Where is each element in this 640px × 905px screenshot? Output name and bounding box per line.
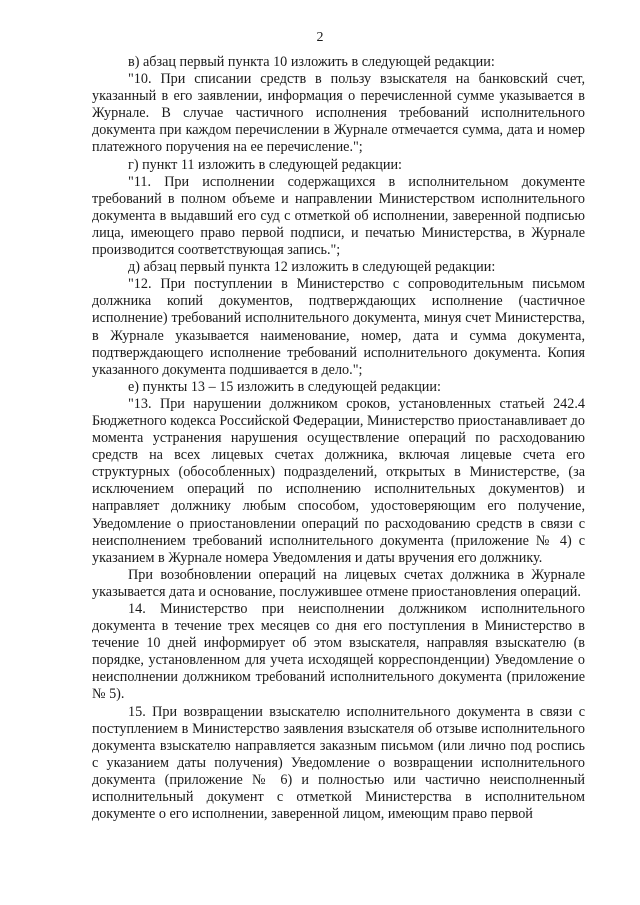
document-body: [92, 54, 585, 823]
paragraph-amend-item-10: в) абзац первый пункта 10 изложить в следующей редакции:: [128, 54, 495, 70]
paragraph-amend-item-11: г) пункт 11 изложить в следующей редакции:: [128, 156, 402, 173]
paragraph-item-11-text: "11. При исполнении содержащихся в исполнительном документе требований в полном объеме и направлении Министерством исполнительного документа в выдавший его суд с отметкой об исполнении, заверенной подписью лица, имеющего право первой подписи, и печатью Министерства, в Журнале производится соответствующая запись.";: [92, 173, 585, 259]
paragraph-amend-item-12: д) абзац первый пункта 12 изложить в следующей редакции:: [128, 259, 496, 276]
paragraph-item-13-text: "13. При нарушении должником сроков, установленных статьей 242.4 Бюджетного кодекса Российской Федерации, Министерство приостанавливает до момента устранения нарушения осуществление операций по расходованию средств на всех лицевых счетах должника, включая лицевые счета его структурных (обособленных) подразделений, открытых в Министерстве, (за исключением операций по исполнению исполнительных документов) и направляет должнику любым способом, удостоверяющим его получение, Уведомление о приостановлении операций по расходованию средств в связи с неисполнением требований исполнительного документа (приложение № 4) с указанием в Журнале номера Уведомления и даты вручения его должнику.: [92, 395, 585, 566]
paragraph-item-10-text: "10. При списании средств в пользу взыскателя на банковский счет, указанный в его заявлении, информация о перечисленной сумме указывается в Журнале. В случае частичного исполнения требований исполнительного документа при каждом перечислении в Журнале отмечается сумма, дата и номер платежного поручения на ее перечисление.";: [92, 71, 585, 156]
paragraph-resumption-text: При возобновлении операций на лицевых счетах должника в Журнале указывается дата и основание, послужившее отмене приостановления операций.: [92, 566, 585, 600]
paragraph-item-14-text: 14. Министерство при неисполнении должником исполнительного документа в течение трех месяцев со дня его поступления в Министерство в течение 10 дней информирует об этом взыскателя, направляя взыскателю (в порядке, установленном для учета исходящей корреспонденции) Уведомление о неисполнении должником требований исполнительного документа (приложение № 5).: [92, 601, 585, 703]
paragraph-item-12-text: "12. При поступлении в Министерство с сопроводительным письмом должника копий документов, подтверждающих исполнение (частичное исполнение) требований исполнительного документа, минуя счет Министерства, в Журнале указывается наименование, номер, дата и сумма документа, подтверждающего исполнение требований исполнительного документа. Копия указанного документа подшивается в дело.";: [92, 276, 585, 378]
paragraph-amend-items-13-15: е) пункты 13 – 15 изложить в следующей редакции:: [128, 378, 441, 395]
paragraph-item-15-text: 15. При возвращении взыскателю исполнительного документа в связи с поступлением в Министерство заявления взыскателя об отзыве исполнительного документа взыскателю направляется заказным письмом (или лично под роспись с указанием даты получения) Уведомление о возвращении исполнительного документа (приложение № 6) и полностью или частично неисполненный исполнительный документ с отметкой Министерства в исполнительном документе о его исполнении, заверенной лицом, имеющим право первой: [92, 703, 585, 823]
page-number: 2: [316, 30, 324, 45]
